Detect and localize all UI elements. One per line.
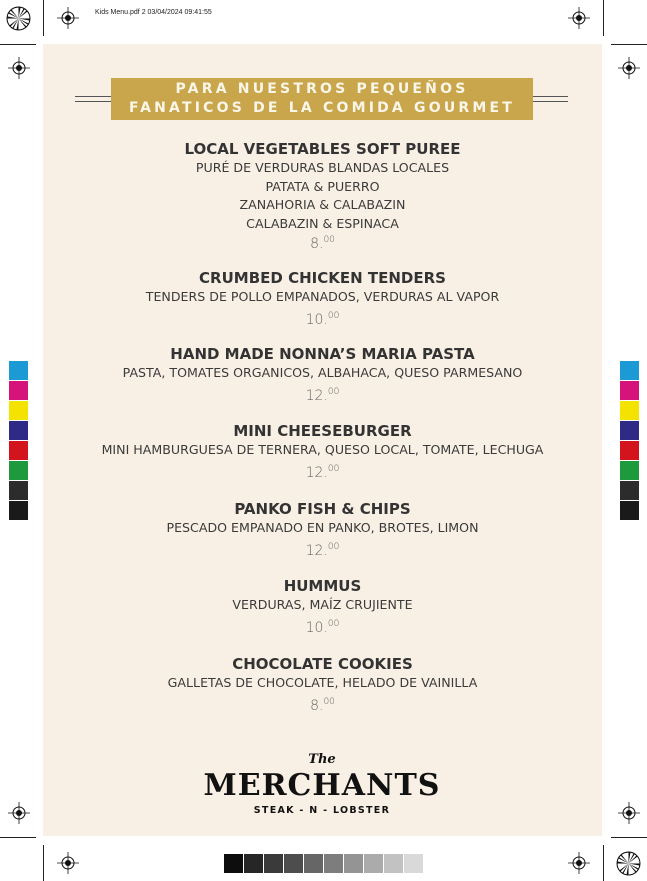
item-price: 12.00 [305, 541, 340, 559]
registration-mark-icon [618, 57, 640, 79]
registration-mark-icon [57, 852, 79, 874]
item-price: 8.00 [310, 235, 335, 252]
banner-rule-left [75, 96, 111, 102]
menu-item [43, 268, 602, 328]
item-description: PASTA, TOMATES ORGANICOS, ALBAHACA, QUESO PARMESANO [122, 365, 523, 380]
color-swatch [9, 481, 28, 500]
item-description: VERDURAS, MAÍZ CRUJIENTE [232, 597, 413, 612]
item-description: PESCADO EMPANADO EN PANKO, BROTES, LIMON [166, 520, 479, 535]
item-title: CRUMBED CHICKEN TENDERS [199, 269, 446, 287]
header-line-2: FANATICOS DE LA COMIDA GOURMET [128, 100, 516, 116]
color-swatch [620, 421, 639, 440]
gray-swatch [224, 854, 243, 873]
item-title: MINI CHEESEBURGER [233, 422, 412, 440]
item-title: HAND MADE NONNA’S MARIA PASTA [170, 345, 475, 363]
crop-mark-top-right-vertical [603, 0, 604, 36]
crop-mark-top-left-horizontal [0, 44, 36, 45]
item-description: TENDERS DE POLLO EMPANADOS, VERDURAS AL VAPOR [145, 289, 500, 304]
item-description: PURÉ DE VERDURAS BLANDAS LOCALES [195, 160, 450, 175]
color-swatch [9, 461, 28, 480]
item-title: CHOCOLATE COOKIES [232, 655, 413, 673]
color-swatch [620, 501, 639, 520]
item-description: ZANAHORIA & CALABAZIN [239, 197, 406, 212]
gray-swatch [244, 854, 263, 873]
color-swatch [9, 401, 28, 420]
color-swatch [9, 421, 28, 440]
item-price: 10.00 [305, 618, 340, 636]
logo-wordmark: MERCHANTS [203, 768, 441, 803]
crop-mark-top-right-horizontal [611, 44, 647, 45]
gray-swatch [264, 854, 283, 873]
logo-the: The [308, 752, 336, 767]
item-description: MINI HAMBURGUESA DE TERNERA, QUESO LOCAL, TOMATE, LECHUGA [101, 442, 544, 457]
color-swatch [9, 501, 28, 520]
banner-rule-right [533, 96, 568, 102]
item-title: PANKO FISH & CHIPS [234, 500, 411, 518]
crop-mark-bottom-right-vertical [603, 845, 604, 881]
menu-item [43, 654, 602, 714]
menu-item [43, 499, 602, 559]
color-swatch [620, 461, 639, 480]
color-swatch [620, 401, 639, 420]
registration-mark-icon [57, 7, 79, 29]
crop-mark-top-left-vertical [43, 0, 44, 36]
gray-swatch [324, 854, 343, 873]
color-swatch [9, 441, 28, 460]
color-swatch [620, 481, 639, 500]
color-swatch [9, 381, 28, 400]
menu-item [43, 139, 602, 252]
item-title: HUMMUS [283, 577, 362, 595]
registration-mark-icon [568, 852, 590, 874]
crop-mark-bottom-right-horizontal [611, 837, 647, 838]
item-description: PATATA & PUERRO [265, 178, 380, 194]
item-description: GALLETAS DE CHOCOLATE, HELADO DE VAINILLA [167, 675, 478, 690]
star-target-icon [6, 6, 31, 31]
gray-swatch [284, 854, 303, 873]
item-price: 8.00 [310, 696, 335, 714]
logo-tagline: STEAK - N - LOBSTER [253, 805, 391, 816]
item-price: 12.00 [305, 386, 340, 404]
registration-mark-icon [618, 802, 640, 824]
gray-swatch [304, 854, 323, 873]
item-title: LOCAL VEGETABLES SOFT PUREE [184, 140, 461, 158]
color-swatch [620, 381, 639, 400]
crop-mark-bottom-left-vertical [43, 845, 44, 881]
menu-header-banner [111, 78, 533, 120]
item-price: 10.00 [305, 310, 340, 328]
menu-item [43, 421, 602, 481]
header-line-1: PARA NUESTROS PEQUEÑOS [175, 81, 469, 97]
gray-swatch [404, 854, 423, 873]
registration-mark-icon [8, 57, 30, 79]
item-description: CALABAZIN & ESPINACA [246, 215, 399, 231]
gray-swatch [364, 854, 383, 873]
item-price: 12.00 [305, 463, 340, 481]
registration-mark-icon [8, 802, 30, 824]
menu-item [43, 344, 602, 404]
color-swatch [620, 441, 639, 460]
crop-mark-bottom-left-horizontal [0, 837, 36, 838]
star-target-icon [616, 851, 641, 876]
color-swatch [9, 361, 28, 380]
print-slug: Kids Menu.pdf 2 03/04/2024 09:41:55 [95, 9, 212, 16]
menu-item [43, 576, 602, 636]
gray-swatch [384, 854, 403, 873]
gray-swatch [344, 854, 363, 873]
registration-mark-icon [568, 7, 590, 29]
color-swatch [620, 361, 639, 380]
